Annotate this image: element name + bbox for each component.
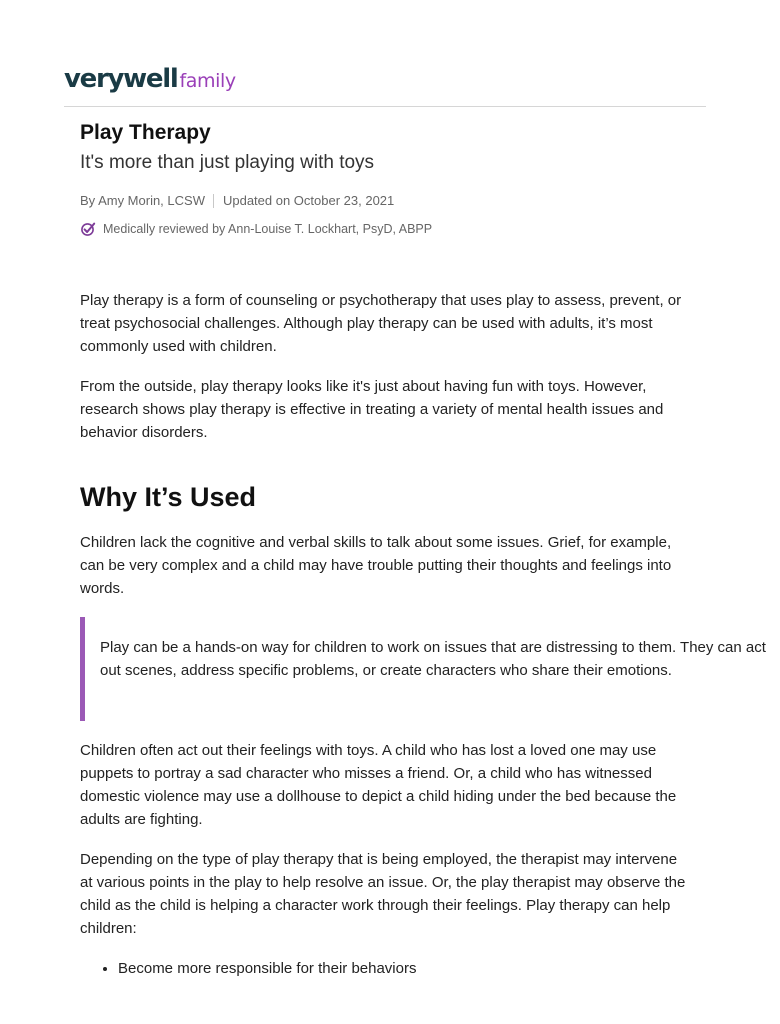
callout-text: Play can be a hands-on way for children to work on issues that are distressing to them. They can act out scenes, address specific problems, or create characters who share their emotions. — [100, 639, 766, 679]
check-circle-icon — [80, 221, 96, 237]
callout-accent-bar — [80, 617, 85, 721]
logo-wordmark-family: family — [179, 70, 236, 92]
intro-paragraph-1: Play therapy is a form of counseling or psychotherapy that uses play to assess, prevent, or treat psychosocial challenges. Although play therapy can be used with adults, it’s most commonly used with children. — [80, 292, 682, 355]
author-link[interactable]: By Amy Morin, LCSW — [80, 193, 205, 208]
list-item: • Become more responsible for their behaviors — [118, 957, 416, 980]
benefits-list — [80, 957, 416, 980]
logo-wordmark-verywell: verywell — [64, 64, 178, 94]
section-paragraph-3: Depending on the type of play therapy that is being employed, the therapist may intervene at various points in the play to help resolve an issue. Or, the play therapist may observe the child as the child is helping a character work through their feelings. Play therapy can help children: — [80, 851, 686, 937]
reviewer-link[interactable]: Medically reviewed by Ann-Louise T. Lockhart, PsyD, ABPP — [103, 222, 433, 236]
byline — [80, 192, 394, 210]
medical-review — [80, 220, 432, 238]
site-logo[interactable] — [64, 64, 236, 100]
section-paragraph-2: Children often act out their feelings with toys. A child who has lost a loved one may use puppets to portray a sad character who misses a friend. Or, a child who has witnessed domestic violence may use a dollhouse to depict a child hiding under the bed because the adults are fighting. — [80, 742, 677, 828]
callout-block — [80, 617, 766, 721]
updated-date: Updated on October 23, 2021 — [222, 193, 395, 208]
intro-paragraph-2: From the outside, play therapy looks like it's just about having fun with toys. However, research shows play therapy is effective in treating a variety of mental health issues and behavior disorders. — [80, 378, 664, 441]
byline-separator — [213, 194, 214, 208]
section-heading: Why It’s Used — [80, 482, 257, 512]
article-title: Play Therapy — [80, 121, 211, 144]
section-paragraph-1: Children lack the cognitive and verbal skills to talk about some issues. Grief, for example, can be very complex and a child may have trouble putting their thoughts and feelings into words. — [80, 534, 672, 597]
article-subtitle: It's more than just playing with toys — [80, 152, 375, 173]
header-divider — [64, 106, 706, 107]
